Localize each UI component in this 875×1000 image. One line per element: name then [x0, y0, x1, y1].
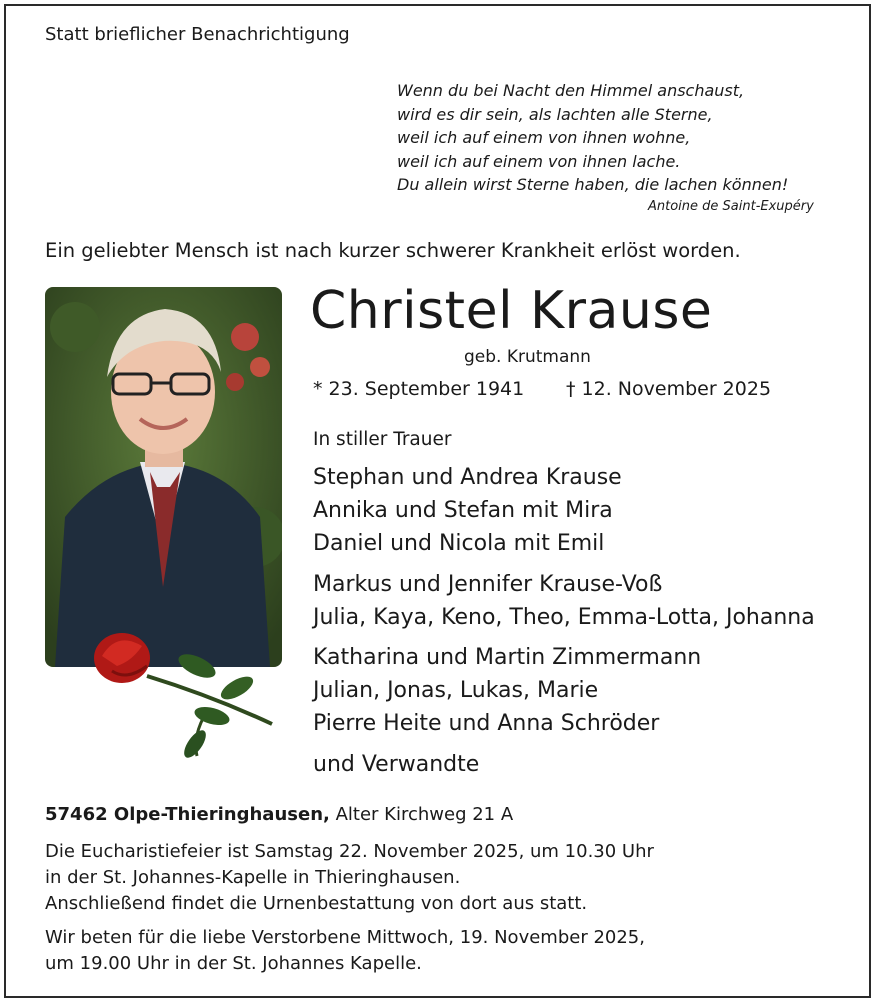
notice-heading: Statt brieflicher Benachrichtigung — [45, 24, 350, 45]
poem-line: wird es dir sein, als lachten alle Sterne, — [397, 104, 713, 124]
service-line: Anschließend findet die Urnenbestattung von dort aus statt. — [45, 893, 588, 914]
mourning-label: In stiller Trauer — [313, 429, 452, 450]
portrait-photo — [45, 287, 282, 667]
poem-line: Du allein wirst Sterne haben, die lachen können! — [397, 175, 789, 194]
poem-line: weil ich auf einem von ihnen lache. — [397, 151, 681, 171]
intro-text: Ein geliebter Mensch ist nach kurzer schwerer Krankheit erlöst worden. — [45, 239, 741, 262]
death-date: † 12. November 2025 — [566, 378, 772, 400]
deceased-name: Christel Krause — [310, 281, 713, 341]
mourners-group-1 — [313, 461, 622, 560]
mourner-line: Katharina und Martin Zimmermann — [313, 645, 702, 670]
poem-author: Antoine de Saint-Exupéry — [648, 199, 814, 214]
prayer-line: um 19.00 Uhr in der St. Johannes Kapelle. — [45, 953, 422, 974]
mourners-group-2 — [313, 568, 815, 634]
address-city: 57462 Olpe-Thieringhausen, — [45, 804, 330, 825]
mourner-line: Stephan und Andrea Krause — [313, 465, 622, 490]
poem — [397, 79, 788, 197]
mourner-line: Julia, Kaya, Keno, Theo, Emma-Lotta, Johanna — [313, 605, 815, 630]
mourners-group-4 — [313, 748, 479, 781]
birth-date: * 23. September 1941 — [313, 378, 525, 400]
prayer-info — [45, 925, 645, 977]
maiden-name: geb. Krutmann — [464, 347, 591, 367]
rose-icon — [92, 626, 282, 761]
service-line: in der St. Johannes-Kapelle in Thieringhausen. — [45, 867, 461, 888]
mourner-line: Julian, Jonas, Lukas, Marie — [313, 678, 599, 703]
mourner-line: und Verwandte — [313, 752, 480, 777]
service-info — [45, 839, 654, 917]
poem-line: weil ich auf einem von ihnen wohne, — [397, 128, 691, 147]
mourner-line: Daniel und Nicola mit Emil — [313, 531, 605, 556]
mourners-group-3 — [313, 641, 701, 740]
mourner-line: Annika und Stefan mit Mira — [313, 498, 613, 523]
mourner-line: Markus und Jennifer Krause-Voß — [313, 572, 663, 597]
mourner-line: Pierre Heite und Anna Schröder — [313, 711, 660, 736]
address-street: Alter Kirchweg 21 A — [335, 804, 514, 825]
poem-line: Wenn du bei Nacht den Himmel anschaust, — [397, 81, 745, 100]
prayer-line: Wir beten für die liebe Verstorbene Mittwoch, 19. November 2025, — [45, 927, 645, 948]
service-line: Die Eucharistiefeier ist Samstag 22. November 2025, um 10.30 Uhr — [45, 841, 654, 862]
address — [45, 804, 513, 825]
